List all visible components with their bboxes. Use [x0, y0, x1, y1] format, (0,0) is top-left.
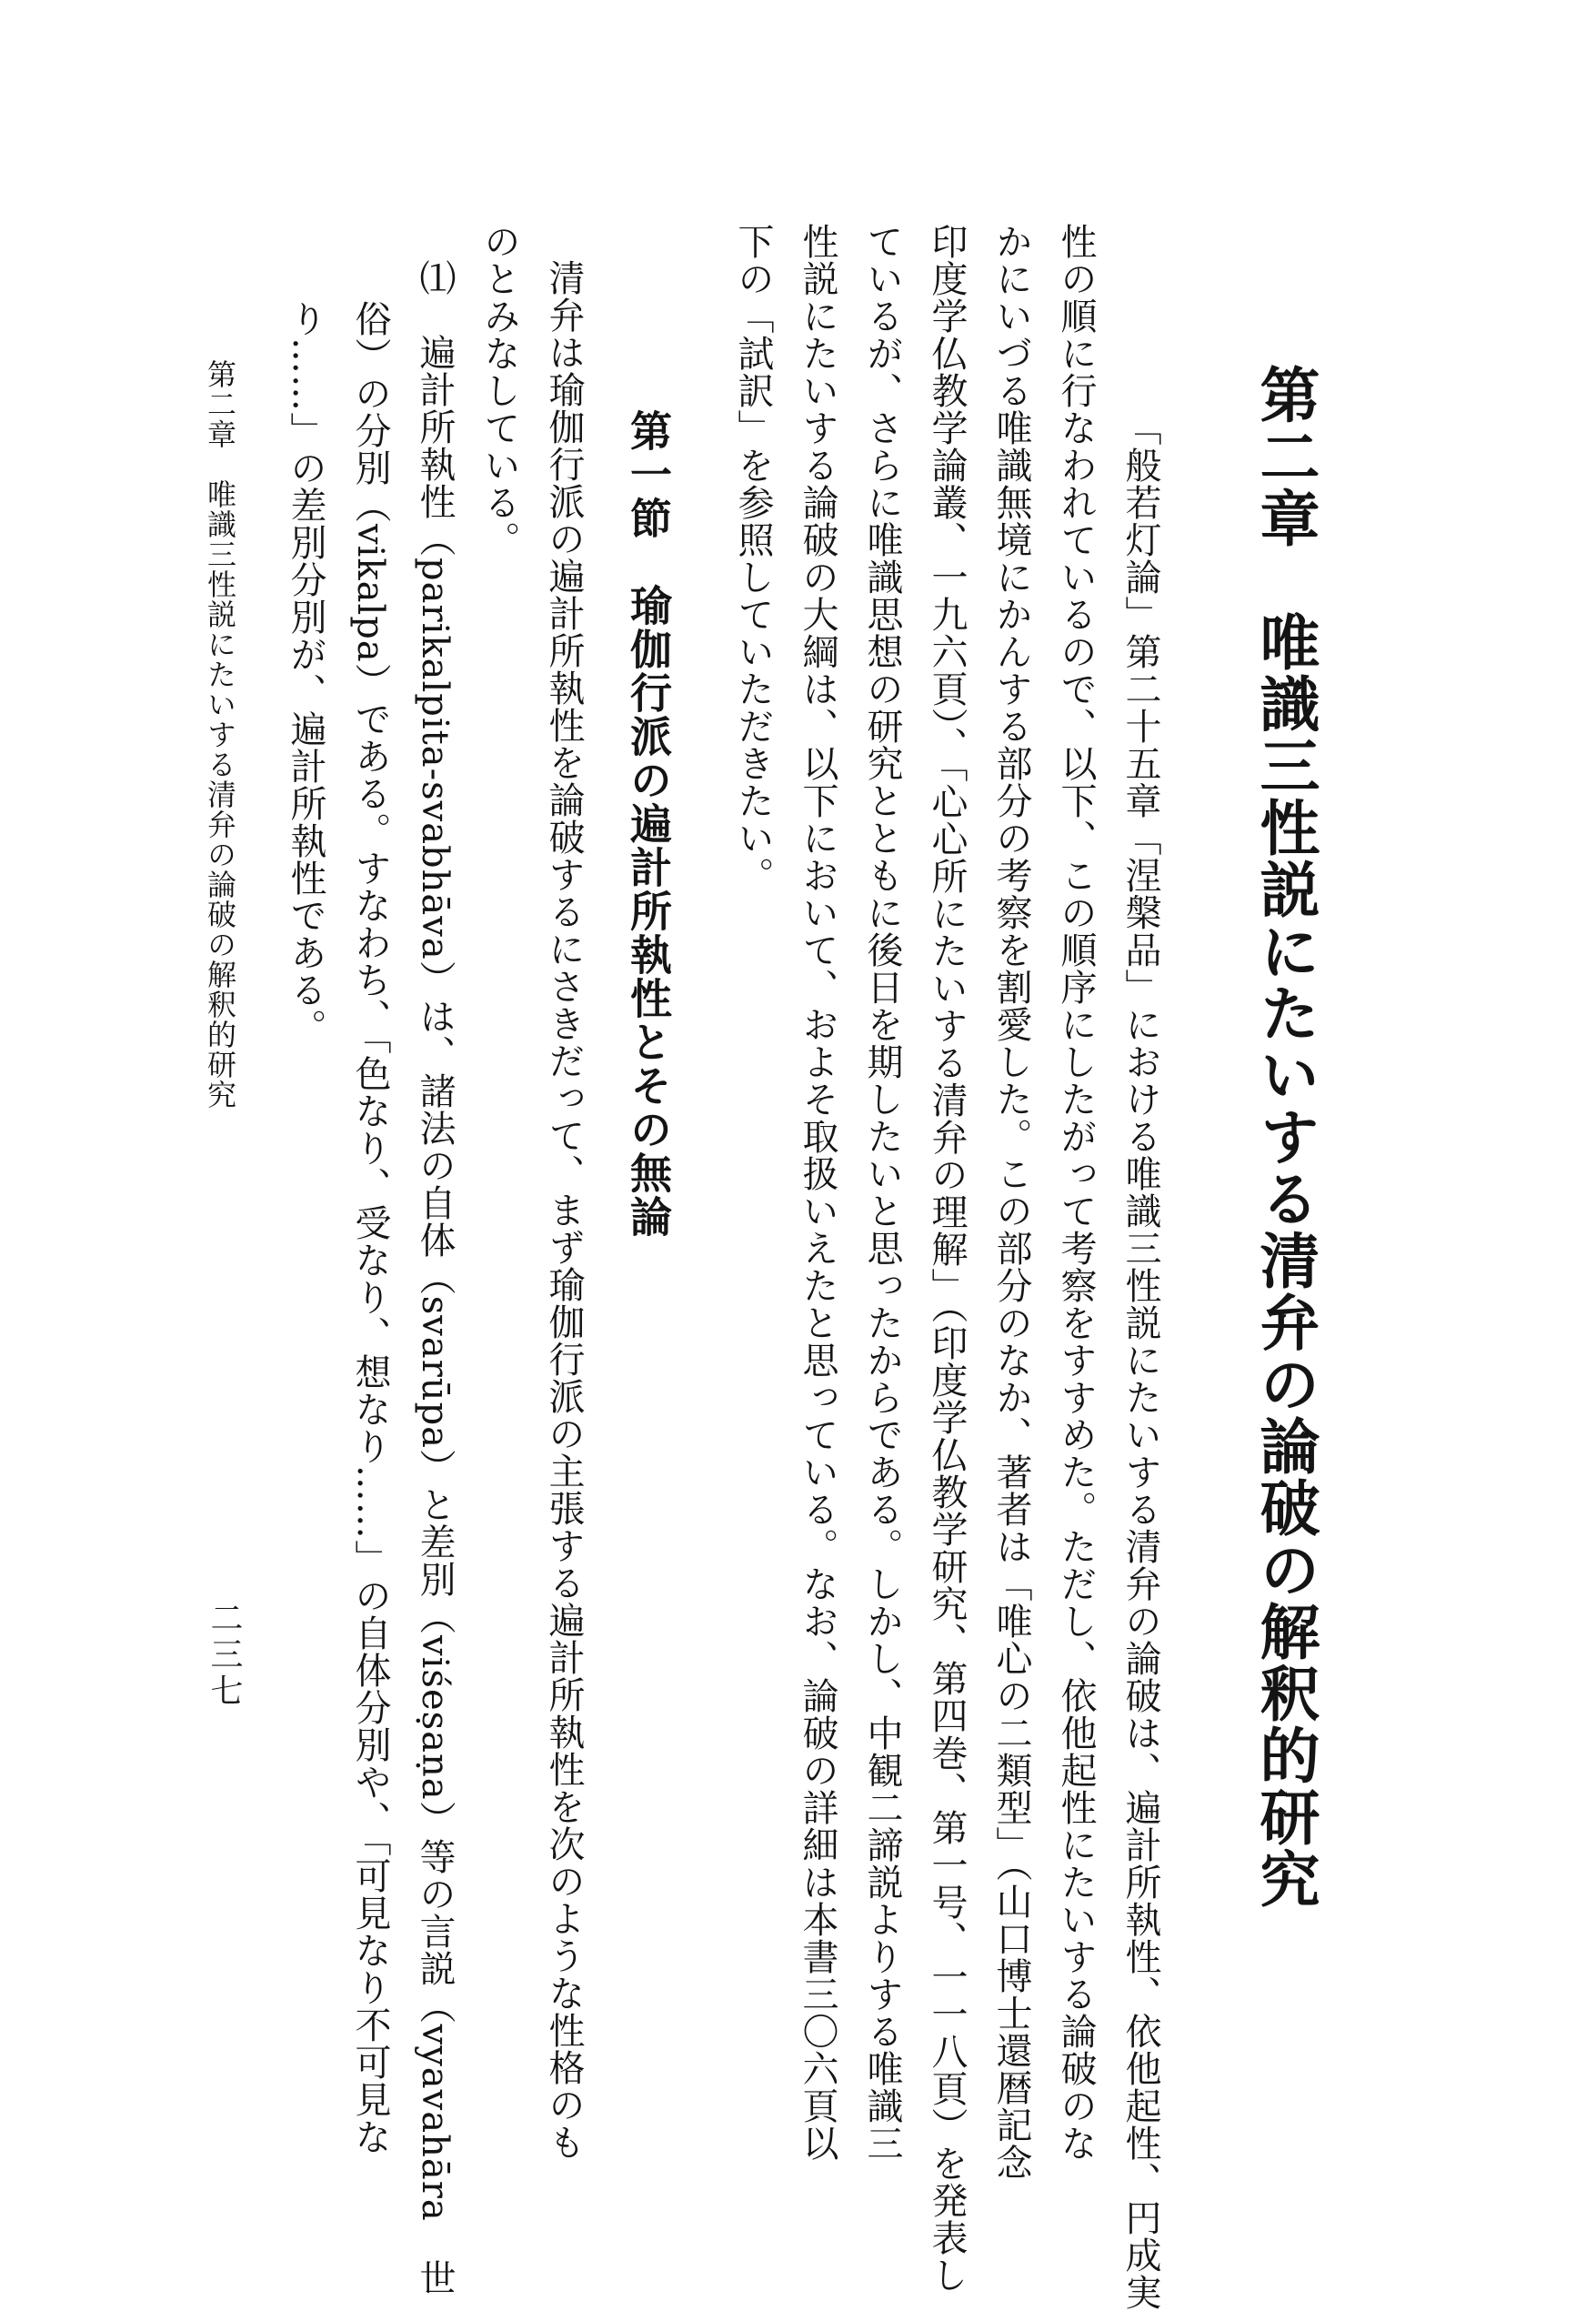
section-title: 第一節 瑜伽行派の遍計所執性とその無論	[624, 409, 673, 1239]
intro-line: かにいづる唯識無境にかんする部分の考察を割愛した。この部分のなか、著者は「唯心の二類型」（山口博士還暦記念	[990, 223, 1032, 2181]
intro-line: 性の順に行なわれているので、以下、この順序にしたがって考察をすすめた。ただし、依他起性にたいする論破のな	[1055, 223, 1097, 2162]
intro-line: ているが、さらに唯識思想の研究とともに後日を期したいと思ったからである。しかし、中観二諦説よりする唯識三	[861, 223, 903, 2162]
section-line: り……」の差別分別が、遍計所執性である。	[285, 300, 326, 1046]
page-number: 二三七	[206, 1601, 243, 1710]
section-line: 俗）の分別（vikalpa）である。すなわち、「色なり、受なり、想なり……」の自体分別や、「可見なり不可見な	[349, 300, 391, 2155]
intro-line: 下の「試訳」を参照していただきたい。	[732, 223, 774, 894]
section-line: 清弁は瑜伽行派の遍計所執性を論破するにさきだって、まず瑜伽行派の主張する遍計所執性を次のような性格のも	[543, 259, 585, 2161]
section-line: ⑴ 遍計所執性（parikalpita-svabhāva）は、諸法の自体（svarūpa）と差別（viśeṣaṇa）等の言説（vyavahāra 世	[414, 259, 456, 2296]
section-line: のとみなしている。	[478, 223, 520, 558]
running-head: 第二章 唯識三性説にたいする清弁の論破の解釈的研究	[203, 359, 237, 1110]
intro-line: 「般若灯論」第二十五章「涅槃品」における唯識三性説にたいする清弁の論破は、遍計所執性、依他起性、円成実	[1119, 409, 1161, 2311]
intro-line: 性説にたいする論破の大綱は、以下において、およそ取扱いえたと思っている。なお、論破の詳細は本書三〇六頁以	[797, 223, 838, 2162]
chapter-title: 第二章 唯識三性説にたいする清弁の論破の解釈的研究	[1250, 364, 1320, 1910]
intro-line: 印度学仏教学論叢、一九六頁）、「心心所にたいする清弁の理解」（印度学仏教学研究、第四巻、第一号、一一八頁）を発表し	[926, 223, 968, 2294]
